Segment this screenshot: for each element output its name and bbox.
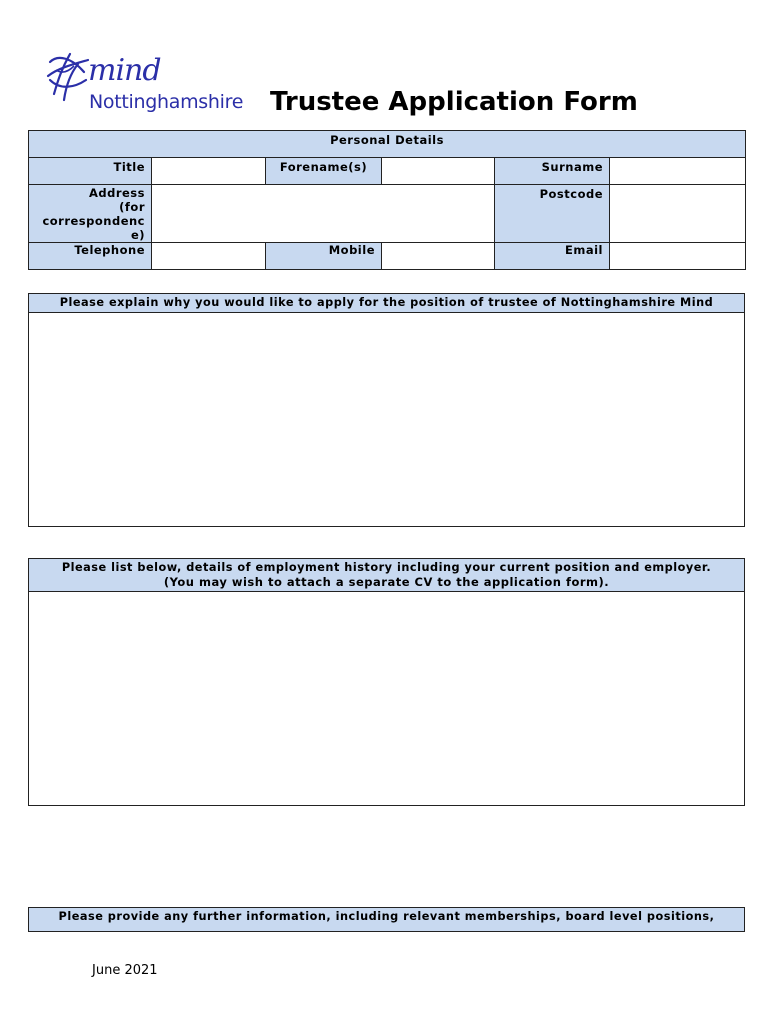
personal-details-table bbox=[28, 130, 746, 270]
mobile-label: Mobile bbox=[266, 243, 382, 270]
address-label: Address (for correspondenc e) bbox=[29, 185, 152, 243]
further-info-header: Please provide any further information, including relevant memberships, board level positions, bbox=[29, 908, 744, 931]
footer-date: June 2021 bbox=[92, 963, 158, 978]
logo-region-text: Nottinghamshire bbox=[89, 91, 244, 113]
employment-header bbox=[29, 559, 744, 592]
employment-section bbox=[28, 558, 745, 806]
postcode-label: Postcode bbox=[495, 185, 610, 243]
forename-field[interactable] bbox=[382, 158, 495, 185]
employment-field[interactable] bbox=[29, 592, 744, 805]
title-label: Title bbox=[29, 158, 152, 185]
why-apply-field[interactable] bbox=[29, 313, 744, 526]
surname-field[interactable] bbox=[610, 158, 746, 185]
why-apply-header: Please explain why you would like to apply for the position of trustee of Nottinghamshire Mind bbox=[29, 294, 744, 313]
logo-mind-text: mind bbox=[88, 53, 161, 88]
surname-label: Surname bbox=[495, 158, 610, 185]
mobile-field[interactable] bbox=[382, 243, 495, 270]
email-label: Email bbox=[495, 243, 610, 270]
telephone-label: Telephone bbox=[29, 243, 152, 270]
page-title: Trustee Application Form bbox=[270, 87, 638, 117]
mind-star-icon bbox=[44, 50, 90, 106]
postcode-field[interactable] bbox=[610, 185, 746, 243]
further-info-section bbox=[28, 907, 745, 932]
personal-details-header: Personal Details bbox=[29, 131, 746, 158]
email-field[interactable] bbox=[610, 243, 746, 270]
telephone-field[interactable] bbox=[152, 243, 266, 270]
employment-header-line1: Please list below, details of employment history including your current position and employer. bbox=[61, 561, 712, 574]
logo bbox=[44, 50, 276, 122]
forename-label: Forename(s) bbox=[266, 158, 382, 185]
why-apply-section bbox=[28, 293, 745, 527]
address-field[interactable] bbox=[152, 185, 495, 243]
title-field[interactable] bbox=[152, 158, 266, 185]
employment-header-line2: (You may wish to attach a separate CV to the application form). bbox=[163, 575, 610, 589]
